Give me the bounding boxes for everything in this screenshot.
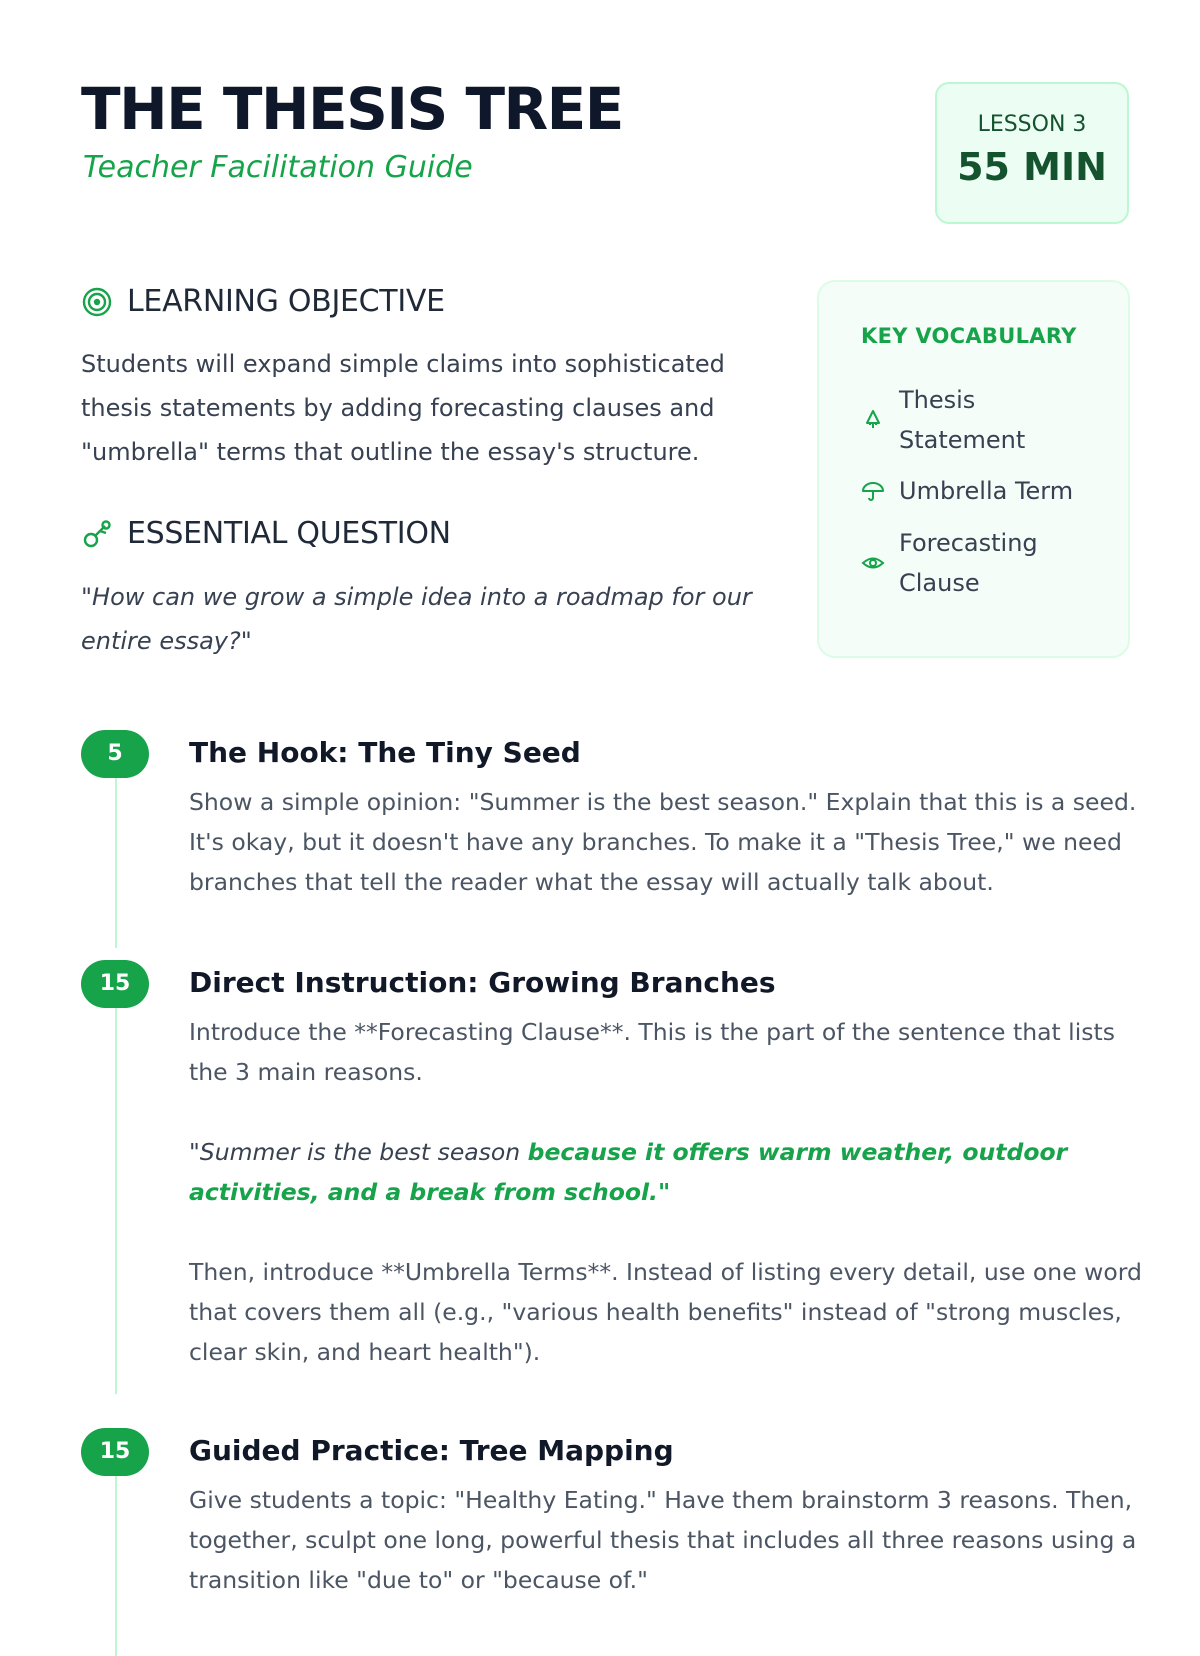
step-body-outro: Then, introduce **Umbrella Terms**. Instead of listing every detail, use one word that covers them all (e.g., "various health benefits" instead of "strong muscles, clear skin, and heart health"). xyxy=(189,1258,1142,1366)
vocab-item-forecasting-clause xyxy=(861,523,1061,603)
vocab-label: Forecasting Clause xyxy=(899,529,1038,597)
eye-icon xyxy=(861,551,885,575)
step-minutes-badge: 15 xyxy=(81,1428,149,1476)
essential-question-text: "How can we grow a simple idea into a roadmap for our entire essay?" xyxy=(81,583,752,655)
learning-objective-label: LEARNING OBJECTIVE xyxy=(127,284,445,319)
timeline-connector xyxy=(115,778,117,948)
essential-question-heading xyxy=(81,516,451,551)
timeline-connector xyxy=(115,1476,117,1656)
forecasting-clause-highlight: because it offers warm weather, outdoor activities, and a break from school." xyxy=(189,1138,1068,1206)
step-body-text: Show a simple opinion: "Summer is the best season." Explain that this is a seed. It's okay, but it doesn't have any branches. To make it a "Thesis Tree," we need branches that tell the reader what the essay will actually talk about. xyxy=(189,788,1137,896)
lesson-duration: 55 MIN xyxy=(957,145,1107,189)
umbrella-icon xyxy=(861,479,885,503)
timeline-step-hook xyxy=(81,730,1141,910)
step-minutes-badge: 5 xyxy=(81,730,149,778)
lesson-info-box xyxy=(935,82,1129,224)
step-body-text: Give students a topic: "Healthy Eating." Have them brainstorm 3 reasons. Then, together, sculpt one long, powerful thesis that includes all three reasons using a transition like "due to" or "because of." xyxy=(189,1486,1137,1594)
page-title: THE THESIS TREE xyxy=(81,75,623,143)
tree-icon xyxy=(861,408,885,432)
lesson-number: LESSON 3 xyxy=(977,112,1087,137)
key-vocabulary-card xyxy=(817,280,1130,658)
step-body xyxy=(189,782,1149,902)
example-plain-text: "Summer is the best season xyxy=(189,1138,528,1166)
key-vocabulary-title: KEY VOCABULARY xyxy=(861,324,1077,348)
vocab-label: Thesis Statement xyxy=(899,386,1026,454)
timeline-step-direct-instruction xyxy=(81,960,1141,1380)
step-minutes-badge: 15 xyxy=(81,960,149,1008)
timeline-step-guided-practice xyxy=(81,1428,1141,1600)
vocab-item-thesis-statement xyxy=(861,380,1061,460)
vocab-label: Umbrella Term xyxy=(899,477,1074,505)
step-body-intro: Introduce the **Forecasting Clause**. This is the part of the sentence that lists the 3 main reasons. xyxy=(189,1018,1115,1086)
thesis-example xyxy=(189,1132,1149,1212)
learning-objective-text: Students will expand simple claims into sophisticated thesis statements by adding forecasting clauses and "umbrella" terms that outline the essay's structure. xyxy=(81,350,725,466)
step-title: Direct Instruction: Growing Branches xyxy=(189,966,776,999)
page-subtitle: Teacher Facilitation Guide xyxy=(83,150,473,185)
timeline-connector xyxy=(115,1008,117,1394)
branch-icon xyxy=(81,518,113,550)
step-title: The Hook: The Tiny Seed xyxy=(189,736,581,769)
step-title: Guided Practice: Tree Mapping xyxy=(189,1434,674,1467)
vocab-item-umbrella-term xyxy=(861,471,1073,511)
essential-question-label: ESSENTIAL QUESTION xyxy=(127,516,451,551)
learning-objective-heading xyxy=(81,284,445,319)
step-body xyxy=(189,1480,1149,1600)
target-icon xyxy=(81,286,113,318)
step-body xyxy=(189,1012,1149,1372)
